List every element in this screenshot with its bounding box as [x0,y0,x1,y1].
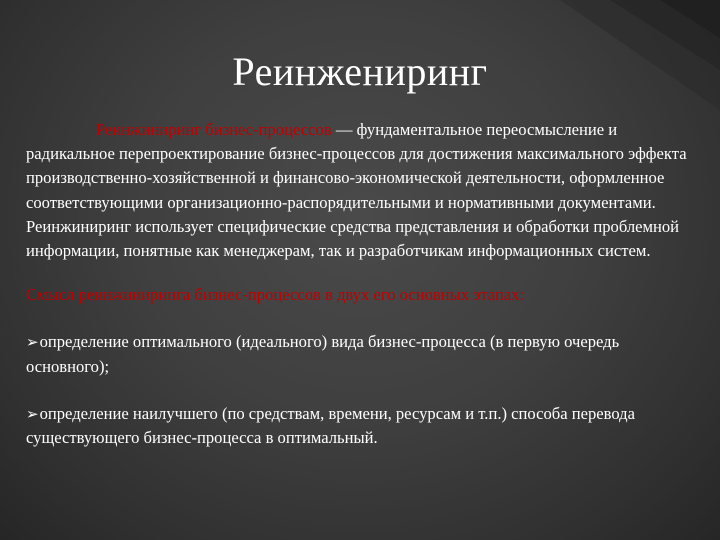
stages-heading: Смысл реинжиниринга бизнес-процессов в двух его основных этапах: [26,285,525,305]
intro-paragraph [26,118,698,263]
intro-term: Реинжиниринг бизнес-процессов [96,120,332,139]
bullet-text: определение оптимального (идеального) вида бизнес-процесса (в первую очередь основного); [26,332,620,376]
slide-body [26,118,698,450]
arrowhead-bullet-icon: ➢ [26,404,39,423]
intro-text: — фундаментальное переосмысление и радикальное перепроектирование бизнес-процессов для достижения максимального эффекта производственно-хозяйственной и финансово-экономической деятельности, оформленное соответствующими организационно-распорядительными и нормативными документами. Реинжиниринг использует специфические средства представления и обработки проблемной информации, понятные как менеджерам, так и разработчикам информационных систем. [26,120,687,261]
bullet-item [26,402,698,450]
bullet-item [26,330,698,378]
slide-title: Реинжениринг [232,49,488,94]
bullet-text: определение наилучшего (по средствам, времени, ресурсам и т.п.) способа перевода существующего бизнес-процесса в оптимальный. [26,403,635,448]
arrowhead-bullet-icon: ➢ [26,333,39,352]
